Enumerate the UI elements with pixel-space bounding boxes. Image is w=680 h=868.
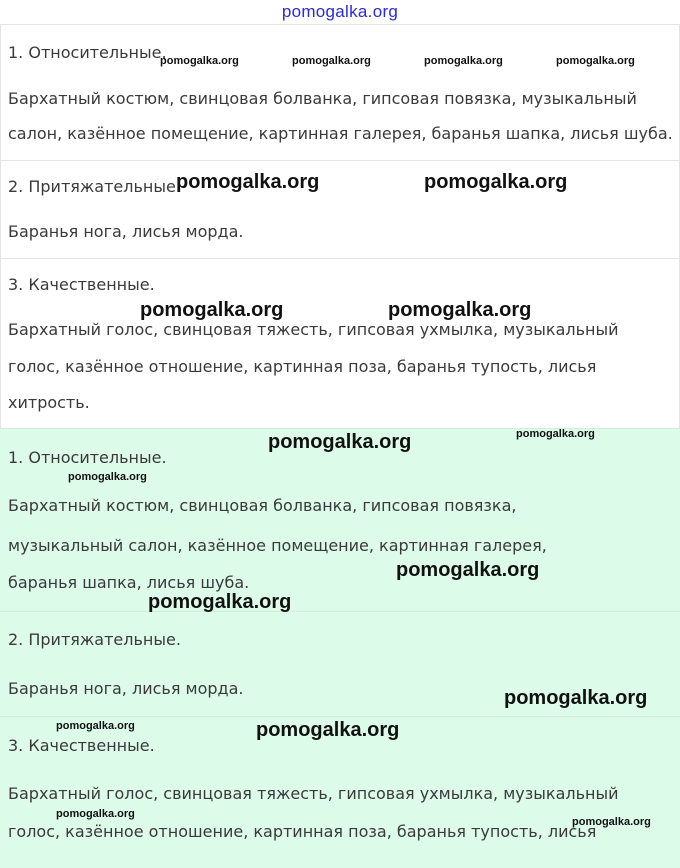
watermark-text: pomogalka.org — [176, 171, 320, 193]
section-qualitative — [0, 258, 680, 429]
watermark-text: pomogalka.org — [148, 591, 292, 613]
watermark-text: pomogalka.org — [556, 55, 635, 67]
watermark-text: pomogalka.org — [140, 299, 284, 321]
site-header — [0, 0, 680, 24]
watermark-text: pomogalka.org — [268, 431, 412, 453]
section-text-line: салон, казённое помещение, картинная галерея, баранья шапка, лисья шуба. — [8, 124, 673, 143]
section-relative — [0, 24, 680, 161]
answer-section-relative — [0, 428, 680, 612]
section-text-line: Бархатный костюм, свинцовая болванка, гипсовая повязка, музыкальный — [8, 89, 637, 108]
section-text-line: Бархатный голос, свинцовая тяжесть, гипсовая ухмылка, музыкальный — [8, 784, 619, 803]
watermark-text: pomogalka.org — [256, 719, 400, 741]
section-text-line: Баранья нога, лисья морда. — [8, 679, 244, 698]
section-text-line: Бархатный голос, свинцовая тяжесть, гипсовая ухмылка, музыкальный — [8, 320, 619, 339]
section-title: 3. Качественные. — [8, 736, 155, 755]
section-possessive — [0, 160, 680, 259]
watermark-text: pomogalka.org — [572, 816, 651, 828]
watermark-text: pomogalka.org — [516, 428, 595, 440]
section-title: 3. Качественные. — [8, 275, 155, 294]
section-text-line: хитрость. — [8, 393, 90, 412]
watermark-text: pomogalka.org — [396, 559, 540, 581]
section-text-line: баранья шапка, лисья шуба. — [8, 573, 250, 592]
section-title: 2. Притяжательные. — [8, 630, 181, 649]
site-logo-link[interactable]: pomogalka.org — [281, 2, 399, 21]
watermark-text: pomogalka.org — [160, 55, 239, 67]
watermark-text: pomogalka.org — [56, 808, 135, 820]
section-text-line: голос, казённое отношение, картинная поза, баранья тупость, лисья — [8, 822, 597, 841]
watermark-text: pomogalka.org — [56, 720, 135, 732]
section-text-line: Баранья нога, лисья морда. — [8, 222, 244, 241]
section-title: 1. Относительные. — [8, 448, 167, 467]
section-text-line: голос, казённое отношение, картинная поза, баранья тупость, лисья — [8, 357, 597, 376]
watermark-text: pomogalka.org — [424, 55, 503, 67]
section-title: 1. Относительные. — [8, 43, 167, 62]
watermark-text: pomogalka.org — [292, 55, 371, 67]
section-title: 2. Притяжательные. — [8, 177, 181, 196]
watermark-text: pomogalka.org — [68, 471, 147, 483]
section-text-line: Бархатный костюм, свинцовая болванка, гипсовая повязка, — [8, 496, 517, 515]
section-text-line: музыкальный салон, казённое помещение, картинная галерея, — [8, 536, 547, 555]
watermark-text: pomogalka.org — [388, 299, 532, 321]
watermark-text: pomogalka.org — [424, 171, 568, 193]
watermark-text: pomogalka.org — [504, 687, 648, 709]
